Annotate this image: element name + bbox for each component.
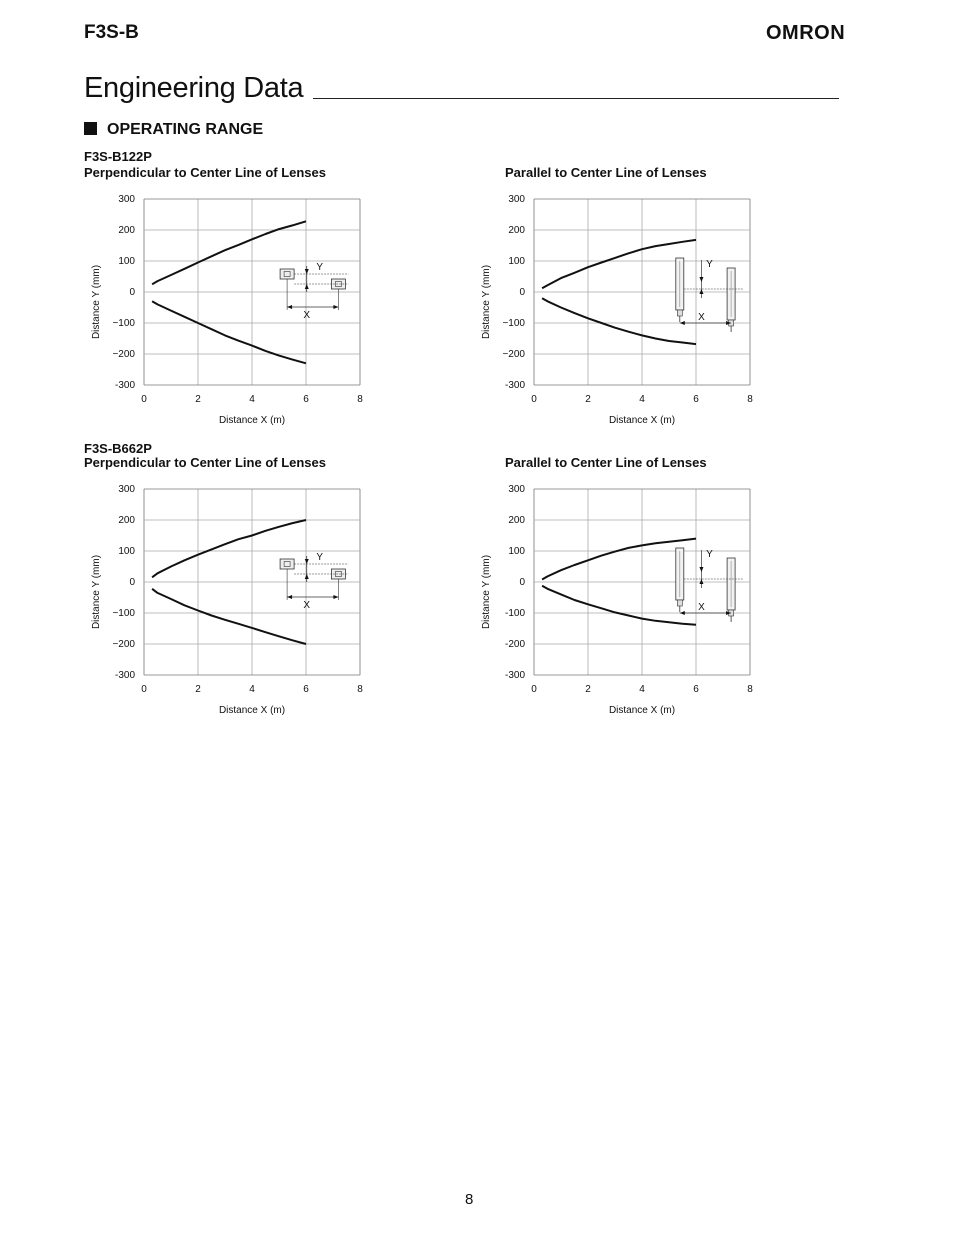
y-tick-label: 0 xyxy=(519,287,525,298)
y-axis-label: Distance Y (mm) xyxy=(481,554,492,630)
arrow-up-icon xyxy=(305,574,309,579)
page-number: 8 xyxy=(465,1191,474,1208)
x-axis-label: Distance X (m) xyxy=(608,415,676,426)
sensor-setup-inset xyxy=(280,552,348,611)
x-tick-label: 8 xyxy=(357,394,363,405)
emitter-connector-icon xyxy=(677,310,682,316)
y-tick-label: 200 xyxy=(508,225,525,236)
y-axis-label: Distance Y (mm) xyxy=(91,264,102,340)
section-title: OPERATING RANGE xyxy=(107,121,264,138)
omron-logo: OMRON xyxy=(766,22,846,44)
model-label-b662p: F3S-B662P xyxy=(84,441,152,456)
arrow-up-icon xyxy=(699,579,703,584)
x-tick-label: 4 xyxy=(639,394,645,405)
x-tick-label: 2 xyxy=(585,394,591,405)
y-tick-label: 300 xyxy=(118,194,135,205)
y-tick-label: -200 xyxy=(504,639,525,650)
x-tick-label: 0 xyxy=(531,684,537,695)
emitter-connector-icon xyxy=(677,600,682,606)
emitter-sensor-icon xyxy=(280,559,294,569)
arrow-left-icon xyxy=(680,611,685,615)
y-tick-label: -100 xyxy=(504,608,525,619)
x-tick-label: 0 xyxy=(141,394,147,405)
y-tick-label: −100 xyxy=(502,318,525,329)
y-tick-label: 200 xyxy=(118,515,135,526)
series-line-lower xyxy=(542,298,696,344)
inset-y-label: Y xyxy=(316,262,324,273)
chart-b662p-perpendicular xyxy=(80,476,380,726)
y-tick-label: 300 xyxy=(508,484,525,495)
x-tick-label: 8 xyxy=(357,684,363,695)
sensor-setup-inset xyxy=(676,548,743,622)
x-tick-label: 6 xyxy=(693,684,699,695)
y-tick-label: -300 xyxy=(114,380,135,391)
y-tick-label: −100 xyxy=(112,318,135,329)
y-tick-label: −100 xyxy=(112,608,135,619)
y-tick-label: 0 xyxy=(129,577,135,588)
inset-y-label: Y xyxy=(706,259,713,270)
y-tick-label: 100 xyxy=(508,546,525,557)
y-tick-label: 300 xyxy=(118,484,135,495)
series-line-lower xyxy=(152,589,306,644)
y-tick-label: −200 xyxy=(112,639,135,650)
y-tick-label: 200 xyxy=(508,515,525,526)
y-tick-label: 100 xyxy=(508,256,525,267)
model-label-b122p: F3S-B122P xyxy=(84,149,152,164)
x-axis-label: Distance X (m) xyxy=(218,705,286,716)
x-axis-label: Distance X (m) xyxy=(218,415,286,426)
x-tick-label: 0 xyxy=(531,394,537,405)
x-tick-label: 8 xyxy=(747,394,753,405)
arrow-down-icon xyxy=(305,269,309,274)
chart-title: Parallel to Center Line of Lenses xyxy=(505,455,707,470)
y-tick-label: -300 xyxy=(504,380,525,391)
product-name: F3S-B xyxy=(84,22,139,43)
series-line-upper xyxy=(542,240,696,288)
x-tick-label: 4 xyxy=(249,684,255,695)
series-line-upper xyxy=(542,539,696,580)
y-axis-label: Distance Y (mm) xyxy=(91,554,102,630)
arrow-down-icon xyxy=(699,277,703,282)
y-tick-label: -300 xyxy=(114,670,135,681)
x-tick-label: 4 xyxy=(249,394,255,405)
sensor-setup-inset xyxy=(280,262,348,321)
inset-y-label: Y xyxy=(316,552,324,563)
arrow-left-icon xyxy=(287,305,292,309)
arrow-right-icon xyxy=(333,595,338,599)
y-tick-label: −200 xyxy=(502,349,525,360)
y-tick-label: 100 xyxy=(118,546,135,557)
arrow-up-icon xyxy=(305,284,309,289)
arrow-left-icon xyxy=(680,321,685,325)
inset-y-label: Y xyxy=(706,549,713,560)
x-tick-label: 0 xyxy=(141,684,147,695)
y-axis-label: Distance Y (mm) xyxy=(481,264,492,340)
chart-title: Perpendicular to Center Line of Lenses xyxy=(84,165,326,180)
bullet-square-icon xyxy=(84,122,97,135)
emitter-sensor-icon xyxy=(280,269,294,279)
page-title: Engineering Data xyxy=(84,72,304,104)
series-line-lower xyxy=(542,586,696,625)
arrow-left-icon xyxy=(287,595,292,599)
x-tick-label: 6 xyxy=(303,684,309,695)
y-tick-label: 0 xyxy=(519,577,525,588)
title-rule xyxy=(313,98,839,99)
sensor-setup-inset xyxy=(676,258,743,332)
arrow-down-icon xyxy=(699,567,703,572)
y-tick-label: −200 xyxy=(112,349,135,360)
x-tick-label: 2 xyxy=(195,394,201,405)
y-tick-label: -300 xyxy=(504,670,525,681)
section-heading xyxy=(84,121,263,139)
x-tick-label: 6 xyxy=(693,394,699,405)
chart-title: Parallel to Center Line of Lenses xyxy=(505,165,707,180)
inset-x-label: X xyxy=(303,600,311,611)
arrow-down-icon xyxy=(305,559,309,564)
inset-x-label: X xyxy=(303,310,311,321)
arrow-up-icon xyxy=(699,289,703,294)
y-tick-label: 0 xyxy=(129,287,135,298)
chart-title: Perpendicular to Center Line of Lenses xyxy=(84,455,326,470)
y-tick-label: 100 xyxy=(118,256,135,267)
x-axis-label: Distance X (m) xyxy=(608,705,676,716)
x-tick-label: 2 xyxy=(195,684,201,695)
x-tick-label: 4 xyxy=(639,684,645,695)
x-tick-label: 6 xyxy=(303,394,309,405)
chart-b122p-perpendicular xyxy=(80,186,380,436)
chart-b662p-parallel xyxy=(470,476,770,726)
arrow-right-icon xyxy=(333,305,338,309)
x-tick-label: 2 xyxy=(585,684,591,695)
x-tick-label: 8 xyxy=(747,684,753,695)
chart-b122p-parallel xyxy=(470,186,770,436)
inset-x-label: X xyxy=(698,312,705,323)
y-tick-label: 200 xyxy=(118,225,135,236)
inset-x-label: X xyxy=(698,602,705,613)
y-tick-label: 300 xyxy=(508,194,525,205)
